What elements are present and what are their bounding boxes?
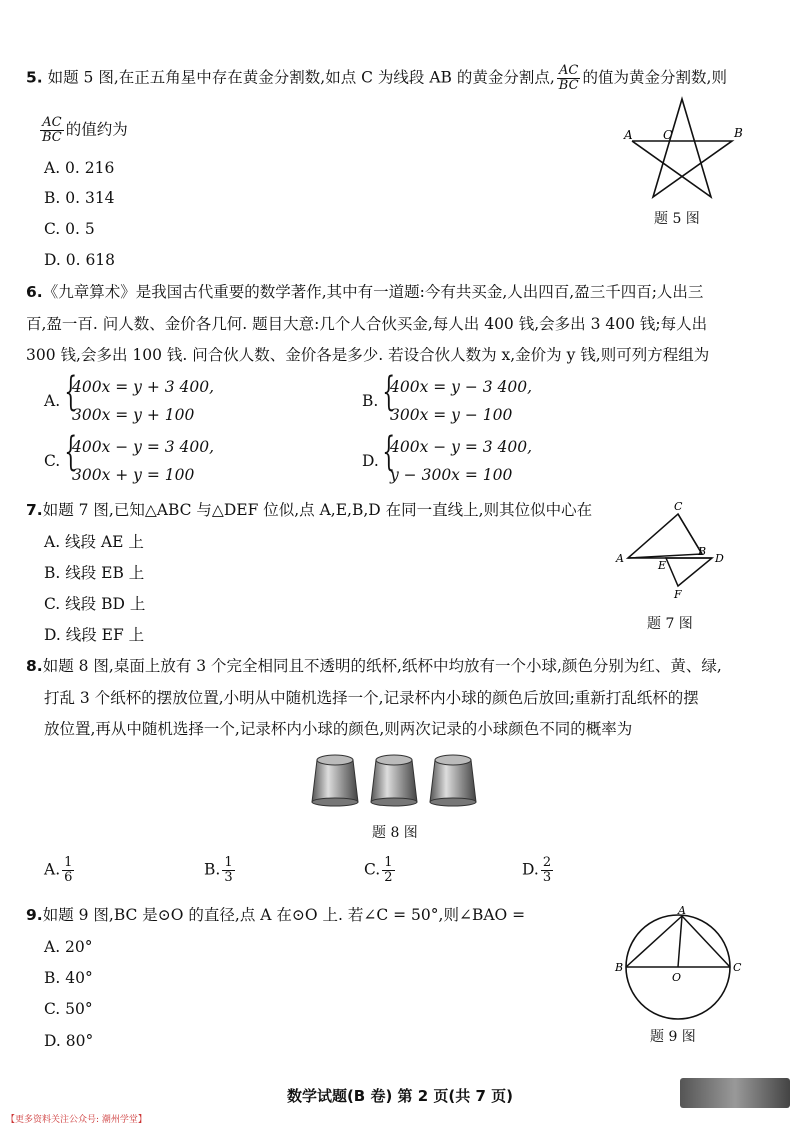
q8-option-a: A. $\frac{1}{6}$ [44,855,73,885]
q5-text-b: 的值为黄金分割数,则 [582,68,727,87]
fig9-label-o: O [672,971,682,984]
q8-line2: 打乱 3 个纸杯的摆放位置,小明从中随机选择一个,记录杯内小球的颜色后放回;重新打乱纸杯的摆 [44,689,699,707]
brace-icon: { [382,369,396,415]
q5-fraction-2: $\frac{AC}{BC}$ [42,115,62,145]
cup-2-icon [371,755,417,806]
fig9-label-a: A [678,905,686,917]
triangle-def [666,558,712,586]
publisher-logo [680,1078,790,1108]
q6-line3: 300 钱,会多出 100 钱. 问合伙人数、金价各是多少. 若设合伙人数为 x,金价为 y 钱,则可列方程组为 [26,346,710,364]
q9-caption: 题 9 图 [650,1029,696,1045]
q8-number: 8. [26,657,43,675]
fig7-label-e: E [658,559,667,572]
q9-option-a: A. 20° [44,938,93,956]
q5-option-c: C. 0. 5 [44,220,95,238]
q5-text-c: 的值约为 [65,120,128,139]
star-label-c: C [663,128,673,142]
fig7-label-f: F [674,588,682,601]
q6-option-a: A. { 400x = y + 3 400, 300x = y + 100 [44,369,215,424]
q8-line1: 8.如题 8 图,桌面上放有 3 个完全相同且不透明的纸杯,纸杯中均放有一个小球,颜色分别为红、黄、绿, [26,657,722,675]
q7-option-d: D. 线段 EF 上 [44,626,145,644]
q8-caption: 题 8 图 [372,825,418,841]
q9-number: 9. [26,906,43,924]
fig7-label-c: C [674,500,683,513]
q6-option-b: B. { 400x = y − 3 400, 300x = y − 100 [362,369,533,424]
fig7-label-a: A [616,552,624,565]
q5-line1 [26,64,727,93]
q7-option-c: C. 线段 BD 上 [44,595,146,613]
q9-line1: 9.如题 9 图,BC 是⊙O 的直径,点 A 在⊙O 上. 若∠C = 50°,则∠BAO = [26,906,526,924]
q6-number: 6. [26,283,43,301]
q7-number: 7. [26,501,43,519]
q9-option-c: C. 50° [44,1000,93,1018]
brace-icon: { [64,429,78,475]
cup-3-icon [430,755,476,806]
bottom-note: 【更多资料关注公众号: 潮州学堂】 [6,1115,147,1125]
q5-star-figure [620,95,750,205]
q5-option-b: B. 0. 314 [44,189,115,207]
fig9-label-c: C [733,961,742,974]
brace-icon: { [382,429,396,475]
q7-triangle-figure [612,498,742,603]
q5-line2 [38,116,128,145]
q9-option-b: B. 40° [44,969,93,987]
page-footer: 数学试题(B 卷) 第 2 页(共 7 页) [286,1087,514,1105]
q8-option-c: C. $\frac{1}{2}$ [364,855,393,885]
q5-option-a: A. 0. 216 [44,159,115,177]
q7-caption: 题 7 图 [647,616,693,632]
q5-text-a: 如题 5 图,在正五角星中存在黄金分割数,如点 C 为线段 AB 的黄金分割点, [47,68,555,87]
q9-circle-figure [612,905,747,1020]
star-label-b: B [734,126,743,140]
fig7-label-b: B [698,545,707,558]
q7-line1: 7.如题 7 图,已知△ABC 与△DEF 位似,点 A,E,B,D 在同一直线上,则其位似中心在 [26,501,593,519]
fig7-label-d: D [715,552,724,565]
brace-icon: { [64,369,78,415]
q8-line3: 放位置,再从中随机选择一个,记录杯内小球的颜色,则两次记录的小球颜色不同的概率为 [44,720,633,738]
cup-1-icon [312,755,358,806]
q5-caption: 题 5 图 [654,211,700,227]
q5-option-d: D. 0. 618 [44,251,116,269]
q7-option-b: B. 线段 EB 上 [44,564,145,582]
q8-option-b: B. $\frac{1}{3}$ [204,855,233,885]
q6-line2: 百,盈一百. 问人数、金价各几何. 题目大意:几个人合伙买金,每人出 400 钱,会多出 3 400 钱;每人出 [26,315,708,333]
star-outline [632,99,732,197]
fig9-label-b: B [615,961,624,974]
q8-cups-figure [305,752,485,812]
q6-line1: 6.《九章算术》是我国古代重要的数学著作,其中有一道题:今有共买金,人出四百,盈三千四百;人出三 [26,283,704,301]
q5-fraction: $\frac{AC}{BC}$ [558,63,579,93]
q5-number: 5. [26,68,43,87]
q6-option-c: C. { 400x − y = 3 400, 300x + y = 100 [44,429,215,484]
star-label-a: A [624,128,633,142]
q8-option-d: D. $\frac{2}{3}$ [522,855,552,885]
q6-option-d: D. { 400x − y = 3 400, y − 300x = 100 [362,429,533,484]
q9-option-d: D. 80° [44,1032,94,1050]
q7-option-a: A. 线段 AE 上 [44,533,144,551]
